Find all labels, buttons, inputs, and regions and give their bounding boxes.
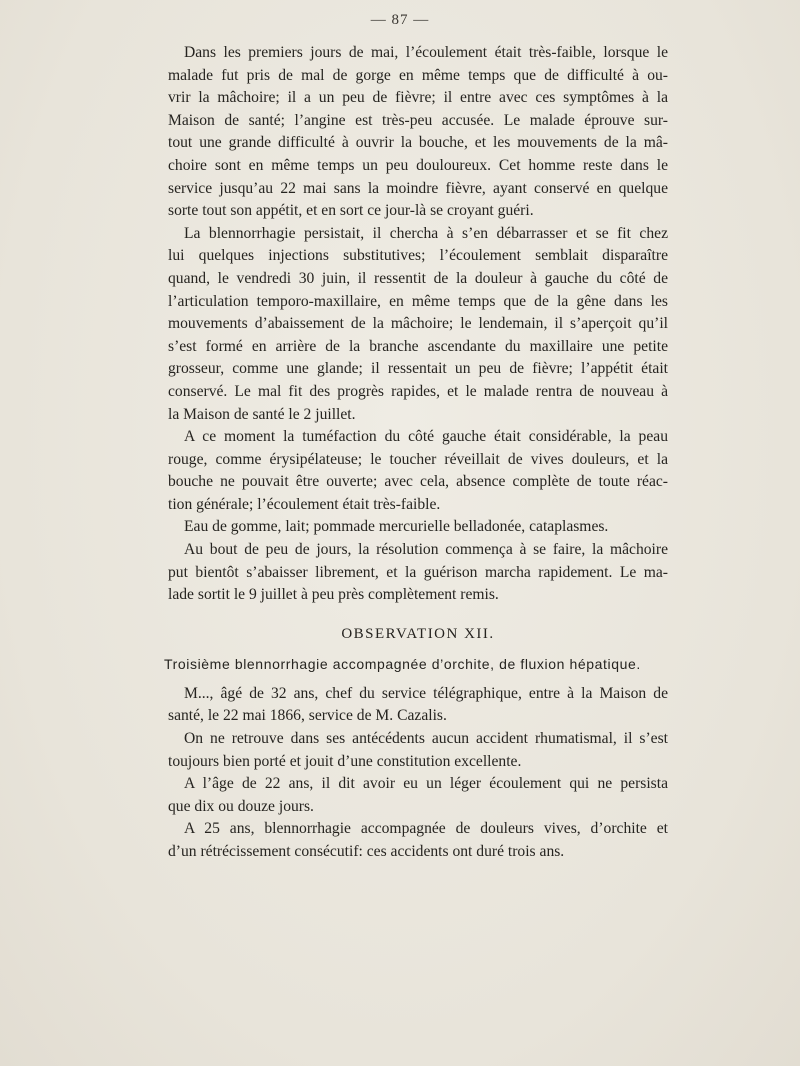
text-line: put bientôt s’abaisser librement, et la guérison marcha rapidement. Le ma- [168,563,668,581]
paragraph [168,426,668,516]
text-line: bouche ne pouvait être ouverte; avec cela, absence complète de toute réac- [168,473,668,491]
text-line: service jusqu’au 22 mai sans la moindre fièvre, ayant conservé en quelque [168,179,668,197]
text-line: M..., âgé de 32 ans, chef du service télégraphique, entre à la Maison de [184,684,668,702]
text-line: lui quelques injections substitutives; l’écoulement semblait disparaître [168,247,668,265]
page-number: — 87 — [370,12,430,28]
text-line: choire sont en même temps un peu douloureux. Cet homme reste dans le [168,156,668,174]
text-line: conservé. Le mal fit des progrès rapides, et le malade rentra de nouveau à [168,382,668,400]
paragraph [168,683,668,728]
text-line: lade sortit le 9 juillet à peu près complètement remis. [168,586,499,604]
text-line: La blennorrhagie persistait, il chercha à s’en débarrasser et se fit chez [184,224,668,242]
paragraph [168,539,668,607]
text-line: rouge, comme érysipélateuse; le toucher réveillait de vives douleurs, et la [168,450,668,468]
text-line: A l’âge de 22 ans, il dit avoir eu un léger écoulement qui ne persista [184,775,668,793]
paragraph [168,773,668,818]
text-line: la Maison de santé le 2 juillet. [168,405,356,423]
paragraph [168,818,668,863]
page-body [164,42,668,864]
text-line: tout une grande difficulté à ouvrir la bouche, et les mouvements de la mâ- [168,134,668,152]
text-line: On ne retrouve dans ses antécédents aucun accident rhumatismal, il s’est [184,730,668,748]
text-line: tion générale; l’écoulement était très-faible. [168,495,441,513]
text-line: d’un rétrécissement consécutif: ces accidents ont duré trois ans. [168,843,565,860]
text-line: quand, le vendredi 30 juin, il ressentit de la douleur à gauche du côté de [168,269,668,287]
text-line: s’est formé en arrière de la branche ascendante du maxillaire une petite [168,337,668,355]
text-line: que dix ou douze jours. [168,797,314,815]
text-line: Eau de gomme, lait; pommade mercurielle belladonée, cataplasmes. [184,518,609,536]
text-line: vrir la mâchoire; il a un peu de fièvre; il entre avec ces symptômes à la [168,89,668,107]
paragraph [168,42,668,223]
text-line: Dans les premiers jours de mai, l’écoulement était très-faible, lorsque le [184,44,668,61]
text-line: grosseur, comme une glande; il ressentait un peu de fièvre; l’appétit était [168,360,668,378]
text-line: Maison de santé; l’angine est très-peu accusée. Le malade éprouve sur- [168,111,668,129]
paragraph [168,728,668,773]
paragraph [168,516,668,539]
paragraph [168,223,668,426]
text-line: sorte tout son appétit, et en sort ce jour-là se croyant guéri. [168,202,534,220]
text-line: l’articulation temporo-maxillaire, en même temps que de la gêne dans les [168,292,668,310]
text-line: malade fut pris de mal de gorge en même temps que de difficulté à ou- [168,66,668,84]
text-line: A ce moment la tuméfaction du côté gauche était considérable, la peau [184,428,668,446]
text-line: A 25 ans, blennorrhagie accompagnée de douleurs vives, d’orchite et [184,820,668,838]
text-line: santé, le 22 mai 1866, service de M. Cazalis. [168,707,447,725]
text-line: Au bout de peu de jours, la résolution commença à se faire, la mâchoire [184,541,668,559]
observation-heading: OBSERVATION XII. [341,625,495,642]
text-line: toujours bien porté et jouit d’une constitution excellente. [168,752,522,770]
observation-subtitle: Troisième blennorrhagie accompagnée d’orchite, de fluxion hépatique. [164,655,641,672]
text-line: mouvements d’abaissement de la mâchoire; le lendemain, il s’aperçoit qu’il [168,315,668,333]
